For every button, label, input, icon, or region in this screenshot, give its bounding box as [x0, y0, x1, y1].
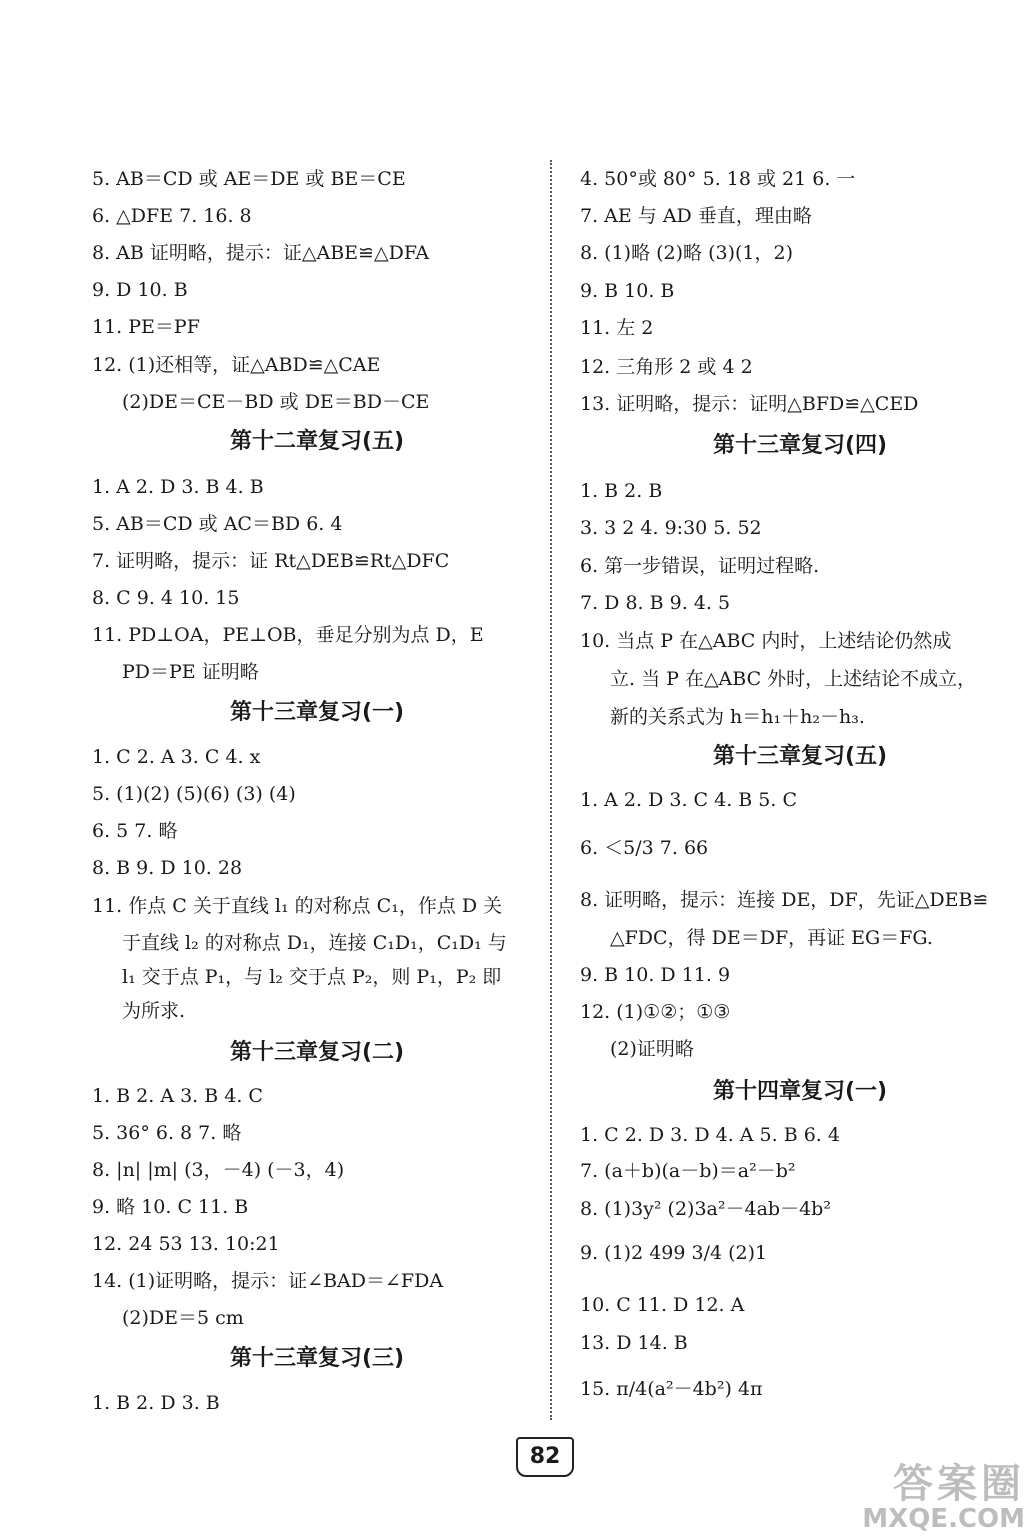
answer-line: 6. △DFE 7. 16. 8 [92, 205, 252, 227]
answer-line: 1. B 2. B [580, 480, 663, 502]
watermark-logo: 答案圈 [893, 1461, 1025, 1507]
answer-line: 6. ＜5/3 7. 66 [580, 837, 709, 859]
answer-line: 9. 略 10. C 11. B [92, 1196, 249, 1218]
answer-line: 9. D 10. B [92, 279, 188, 301]
answer-line: 8. 证明略，提示：连接 DE，DF，先证△DEB≌ [580, 889, 989, 911]
answer-line: 于直线 l₂ 的对称点 D₁，连接 C₁D₁，C₁D₁ 与 [122, 932, 507, 954]
section-heading: 第十四章复习(一) [712, 1079, 888, 1104]
answer-line: △FDC，得 DE＝DF，再证 EG＝FG. [610, 927, 933, 949]
answer-line: (2)DE＝CE－BD 或 DE＝BD－CE [122, 391, 430, 413]
section-heading: 第十三章复习(二) [229, 1040, 405, 1065]
answer-line: 13. 证明略，提示：证明△BFD≌△CED [580, 393, 919, 415]
answer-line: 1. B 2. A 3. B 4. C [92, 1085, 263, 1107]
answer-line: PD＝PE 证明略 [122, 661, 259, 683]
answer-line: 12. 三角形 2 或 4 2 [580, 356, 753, 378]
answer-line: 8. B 9. D 10. 28 [92, 857, 243, 879]
answer-line: 12. (1)①②；①③ [580, 1001, 731, 1023]
answer-line: l₁ 交于点 P₁，与 l₂ 交于点 P₂，则 P₁，P₂ 即 [122, 966, 502, 988]
answer-line: 5. (1)(2) (5)(6) (3) (4) [92, 783, 296, 805]
answer-line: 4. 50°或 80° 5. 18 或 21 6. 一 [580, 168, 856, 190]
answer-line: 7. (a＋b)(a－b)＝a²－b² [580, 1160, 796, 1182]
column-divider [550, 160, 552, 1420]
answer-line: 1. B 2. D 3. B [92, 1392, 220, 1414]
watermark-url: MXQE.COM [862, 1504, 1025, 1534]
section-heading: 第十三章复习(四) [712, 433, 888, 458]
section-heading: 第十三章复习(一) [229, 700, 405, 725]
answer-line: 8. (1)略 (2)略 (3)(1，2) [580, 242, 793, 264]
answer-line: 7. AE 与 AD 垂直，理由略 [580, 205, 812, 227]
answer-line: 9. B 10. B [580, 280, 675, 302]
answer-line: 1. C 2. D 3. D 4. A 5. B 6. 4 [580, 1124, 840, 1146]
answer-line: 7. D 8. B 9. 4. 5 [580, 592, 731, 614]
answer-line: 新的关系式为 h＝h₁＋h₂－h₃. [610, 706, 865, 728]
answer-line: 6. 第一步错误，证明过程略. [580, 555, 820, 577]
answer-line: 9. B 10. D 11. 9 [580, 964, 731, 986]
answer-line: 8. C 9. 4 10. 15 [92, 587, 240, 609]
answer-line: 6. 5 7. 略 [92, 820, 178, 842]
section-heading: 第十三章复习(五) [712, 744, 888, 769]
answer-line: 立. 当 P 在△ABC 外时，上述结论不成立， [610, 668, 977, 690]
answer-line: 3. 3 2 4. 9:30 5. 52 [580, 517, 762, 539]
answer-line: 1. A 2. D 3. B 4. B [92, 476, 264, 498]
answer-line: 5. AB＝CD 或 AE＝DE 或 BE＝CE [92, 168, 406, 190]
answer-line: 10. C 11. D 12. A [580, 1294, 745, 1316]
answer-line: 13. D 14. B [580, 1332, 688, 1354]
answer-line: 12. 24 53 13. 10:21 [92, 1233, 280, 1255]
answer-line: 8. (1)3y² (2)3a²－4ab－4b² [580, 1198, 831, 1220]
answer-line: 8. AB 证明略，提示：证△ABE≌△DFA [92, 242, 430, 264]
answer-line: 5. 36° 6. 8 7. 略 [92, 1122, 242, 1144]
answer-line: 11. 左 2 [580, 317, 654, 339]
answer-line: 11. 作点 C 关于直线 l₁ 的对称点 C₁，作点 D 关 [92, 895, 503, 917]
answer-line: (2)证明略 [610, 1038, 694, 1060]
answer-line: 14. (1)证明略，提示：证∠BAD＝∠FDA [92, 1270, 444, 1292]
answer-line: 8. |n| |m| (3，－4) (－3，4) [92, 1159, 345, 1181]
answer-line: 1. C 2. A 3. C 4. x [92, 746, 261, 768]
section-heading: 第十二章复习(五) [229, 429, 405, 454]
answer-line: 1. A 2. D 3. C 4. B 5. C [580, 789, 797, 811]
answer-line: 11. PE＝PF [92, 316, 200, 338]
answer-line: 10. 当点 P 在△ABC 内时，上述结论仍然成 [580, 630, 952, 652]
section-heading: 第十三章复习(三) [229, 1346, 405, 1371]
answer-line: 7. 证明略，提示：证 Rt△DEB≌Rt△DFC [92, 550, 450, 572]
answer-line: 12. (1)还相等，证△ABD≌△CAE [92, 354, 381, 376]
answer-line: 9. (1)2 499 3/4 (2)1 [580, 1242, 768, 1264]
answer-line: 11. PD⊥OA，PE⊥OB，垂足分别为点 D，E [92, 624, 484, 646]
answer-line: 为所求. [122, 1000, 186, 1022]
answer-line: (2)DE＝5 cm [122, 1307, 244, 1329]
answer-line: 15. π/4(a²－4b²) 4π [580, 1378, 763, 1400]
answer-line: 5. AB＝CD 或 AC＝BD 6. 4 [92, 513, 343, 535]
page-number: 82 [516, 1437, 574, 1477]
site-watermark [835, 1462, 1025, 1532]
